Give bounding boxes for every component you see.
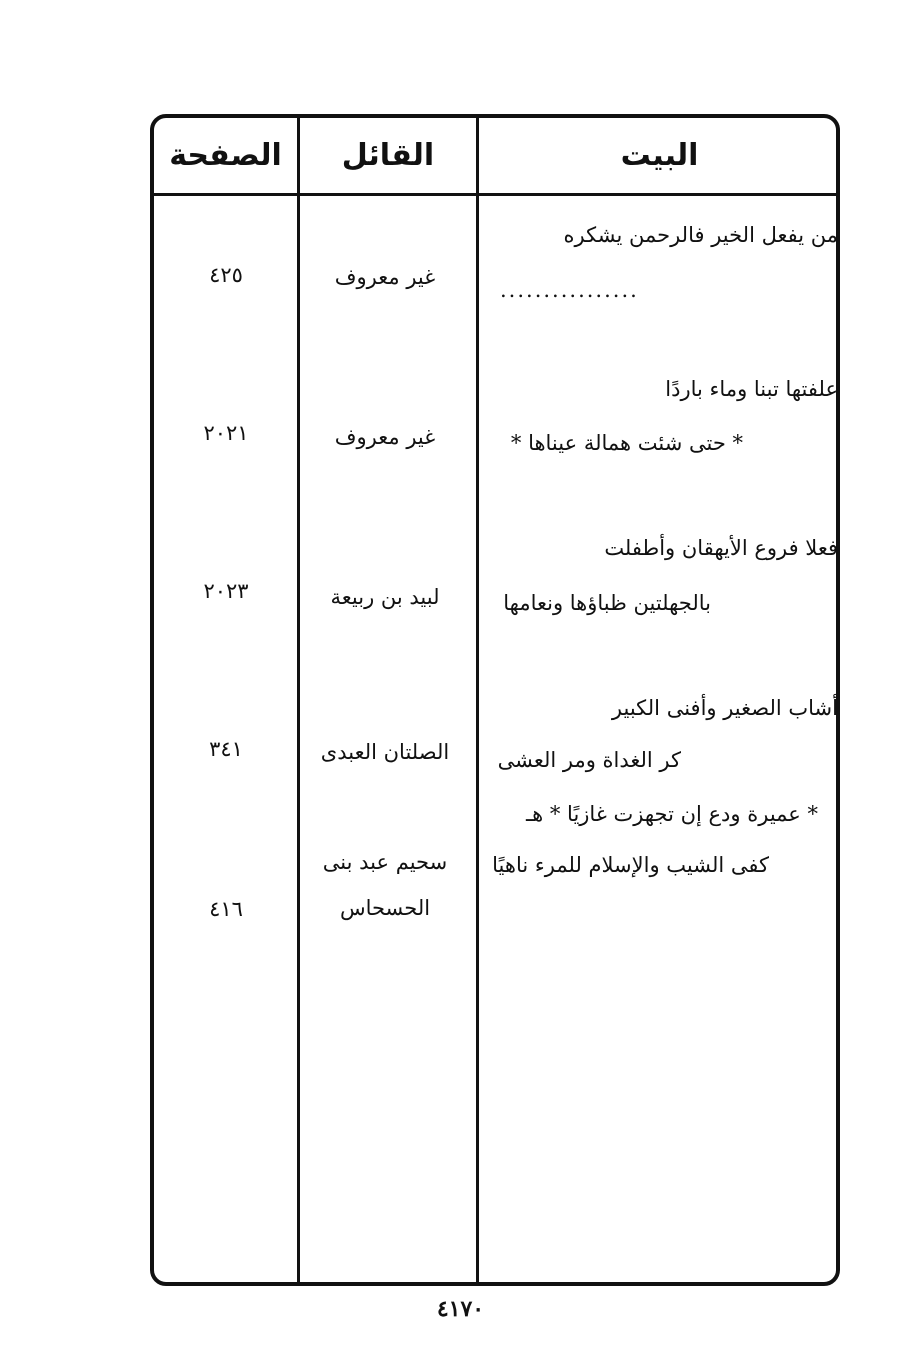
verse-ellipsis: ................ [500, 278, 639, 302]
speaker-cell-line: الحسحاس [339, 896, 431, 920]
speaker-cell: غير معروف [334, 265, 436, 289]
page-cell: ٣٤١ [209, 737, 243, 761]
verse-line: أشاب الصغير وأفنى الكبير [611, 696, 838, 720]
verse-line: * عميرة ودع إن تجهزت غازيًا * هـ [525, 802, 818, 826]
page-cell: ٢٠٢١ [203, 421, 249, 445]
page-cell: ٤٢٥ [209, 263, 243, 287]
page-cell: ٢٠٢٣ [203, 579, 249, 603]
header-page: الصفحة [169, 138, 282, 173]
speaker-cell-line: سحيم عبد بنى [322, 850, 448, 874]
verse-line: من يفعل الخير فالرحمن يشكره [563, 223, 838, 247]
header-verse: البيت [620, 138, 699, 173]
speaker-cell: الصلتان العبدى [320, 740, 450, 764]
page-number: ٤١٧٠ [436, 1296, 485, 1322]
header-divider [154, 193, 836, 196]
verse-line: فعلا فروع الأيهقان وأطفلت [604, 536, 838, 560]
verse-line: كفى الشيب والإسلام للمرء ناهيًا [492, 853, 769, 877]
page-cell: ٤١٦ [209, 897, 243, 921]
column-divider-verse [476, 118, 479, 1282]
verse-line: بالجهلتين ظباؤها ونعامها [503, 591, 711, 615]
verse-line: * حتى شئت همالة عيناها * [510, 431, 743, 455]
header-speaker: القائل [341, 138, 435, 173]
speaker-cell: لبيد بن ربيعة [330, 585, 440, 609]
speaker-cell: غير معروف [334, 425, 436, 449]
verse-line: كر الغداة ومر العشى [497, 748, 681, 772]
verse-line: علفتها تبنا وماء باردًا [665, 377, 838, 401]
